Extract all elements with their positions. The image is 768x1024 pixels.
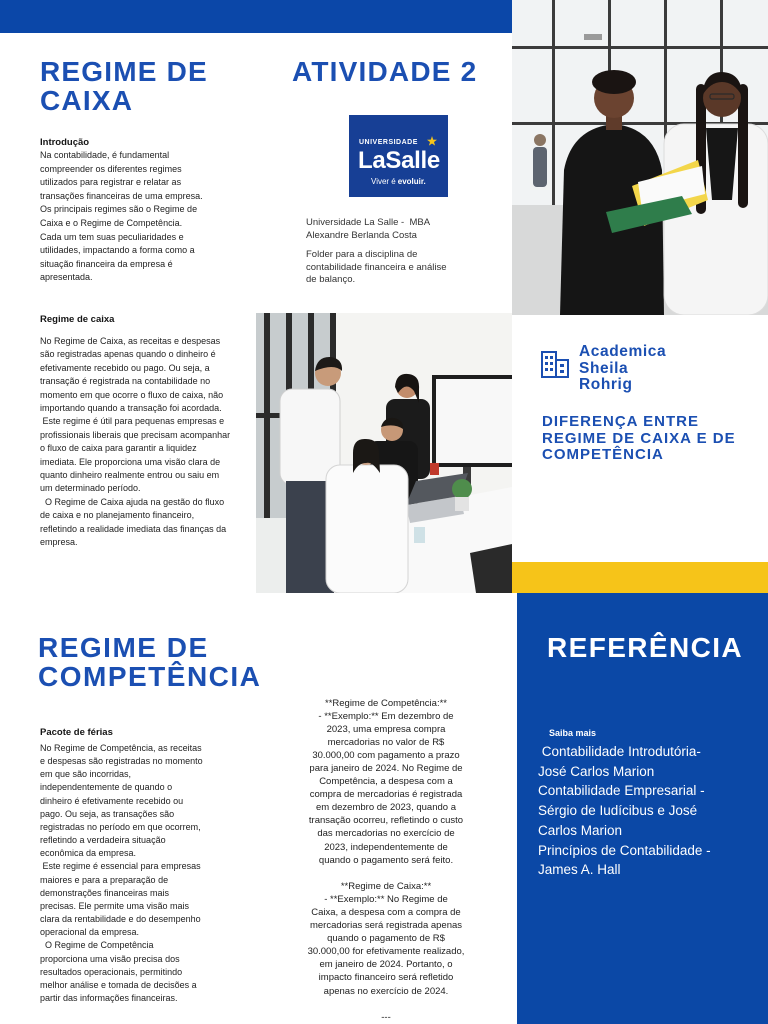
star-icon <box>427 136 437 146</box>
example-line: Competência, a despesa com a <box>319 776 453 788</box>
hair <box>592 70 636 94</box>
paragraph-line: o fluxo de caixa para garantir a liquidez <box>40 443 197 454</box>
paragraph-line: Este regime é essencial para empresas <box>40 861 201 872</box>
paragraph-line: maiores e para a preparação de <box>40 874 169 885</box>
caixa-title <box>40 57 208 115</box>
paragraph-line: utilidades, impactando a forma como a <box>40 245 195 256</box>
reference-line: Princípios de Contabilidade - <box>538 842 711 858</box>
paragraph-line: refletindo a verdadeira situação <box>40 835 166 846</box>
reference-list <box>538 742 711 880</box>
paragraph-line: um determinado período. <box>40 483 141 494</box>
example-line: mercadorias no valor de R$ <box>327 736 445 748</box>
paragraph-line: e despesas são registradas no momento <box>40 756 203 767</box>
example-line: quando o pagamento de R$ <box>327 933 445 945</box>
paragraph-line: partir das informações financeiras. <box>40 992 178 1003</box>
example-line: **Regime de Caixa:** <box>340 880 432 892</box>
paragraph-line: operacional da empresa. <box>40 927 140 938</box>
logo-tagline <box>371 177 426 187</box>
folder-description <box>306 249 447 287</box>
example-line: em dezembro de 2023, quando a <box>316 802 456 814</box>
paragraph-line: transação é registrada na contabilidade no <box>40 376 211 387</box>
paragraph-line: O Regime de Competência <box>40 940 154 951</box>
paragraph-line: refletindo a realidade imediata das finanças da <box>40 523 227 534</box>
brochure-subtitle <box>542 414 736 464</box>
example-line: apenas no exercício de 2024. <box>323 985 449 997</box>
activity-title: ATIVIDADE 2 <box>292 56 478 87</box>
glass-cup <box>414 527 425 543</box>
example-line: **Regime de Competência:** <box>325 697 447 709</box>
example-line: impacto financeiro será refletido <box>318 972 454 984</box>
reference-line: Sérgio de Iudícibus e José <box>538 803 698 819</box>
paragraph-line: transações financeiras de uma empresa. <box>40 190 203 201</box>
academy-name-line: Rohrig <box>579 376 633 393</box>
description-line: de balanço. <box>306 274 356 286</box>
building-icon <box>541 348 569 378</box>
paragraph-line: Caixa e o Regime de Competência. <box>40 217 183 228</box>
paragraph-line: melhor análise e tomada de decisões a <box>40 979 197 990</box>
example-line: 30.000,00 for efetivamente realizado, <box>307 946 465 958</box>
logo-tagline-bold: evoluir. <box>397 177 426 186</box>
saiba-mais-label: Saiba mais <box>549 727 597 738</box>
lasalle-logo <box>349 115 448 197</box>
paragraph-line: No Regime de Caixa, as receitas e despesas <box>40 336 221 346</box>
separator-text: --- <box>381 1011 391 1023</box>
example-caixa <box>286 880 486 998</box>
paragraph-line: profissionais liberais que precisam acompanhar <box>40 429 231 440</box>
window-frame <box>552 0 555 205</box>
paragraph-line: apresentada. <box>40 272 93 283</box>
paragraph-line: efetivamente recebido ou pago. Ou seja, a <box>40 362 210 373</box>
business-women-photo <box>512 0 768 315</box>
reference-line: Contabilidade Empresarial - <box>538 783 705 799</box>
paragraph-line: clara da rentabilidade e do desempenho <box>40 914 201 925</box>
example-line: quando o pagamento será feito. <box>318 854 454 866</box>
example-line: - **Exemplo:** Em dezembro de <box>318 710 454 722</box>
paragraph-line: No Regime de Competência, as receitas <box>40 743 202 753</box>
head <box>534 134 546 146</box>
example-competencia <box>286 697 486 867</box>
reference-line: Contabilidade Introdutória- <box>538 744 701 759</box>
academy-name-line: Academica <box>579 343 667 360</box>
logo-wordmark: LaSalle <box>358 147 440 174</box>
paragraph-line: O Regime de Caixa ajuda na gestão do fluxo <box>40 496 225 507</box>
paragraph-line: Cada um tem suas peculiaridades e <box>40 231 184 242</box>
paragraph-line: momento em que ocorre o fluxo de caixa, não <box>40 389 224 400</box>
paragraph-line: são registradas apenas quando o dinheiro é <box>40 349 216 360</box>
paragraph-line: em que são incorridas, <box>40 769 132 780</box>
competencia-title <box>38 633 261 691</box>
example-line: 2023, uma empresa compra <box>326 723 446 735</box>
logo-university-label: UNIVERSIDADE <box>359 139 418 146</box>
paragraph-line: Este regime é útil para pequenas empresas e <box>40 416 225 427</box>
paragraph-line: imediata. Ele proporciona uma visão clara de <box>40 456 221 467</box>
plant-pot <box>455 497 469 511</box>
title-line: REGIME DE <box>40 56 208 87</box>
example-line: mercadorias será registrada apenas <box>309 920 463 932</box>
reference-line: José Carlos Marion <box>538 763 655 779</box>
paragraph-line: resultados operacionais, permitindo <box>40 966 183 977</box>
window-frame <box>512 46 768 49</box>
academy-name <box>579 344 666 394</box>
example-line: transação ocorreu, refletindo o custo <box>308 815 464 827</box>
section-heading-regime-caixa: Regime de caixa <box>40 313 115 325</box>
torso <box>326 465 408 593</box>
paragraph-line: situação financeira da empresa é <box>40 258 173 269</box>
yellow-accent-bar <box>512 562 768 593</box>
intro-paragraph <box>40 149 203 285</box>
title-line: CAIXA <box>40 85 134 116</box>
example-line: Caixa, a despesa com a compra de <box>311 907 461 918</box>
author-info <box>306 216 430 242</box>
paragraph-line: empresa. <box>40 537 78 548</box>
reference-line: James A. Hall <box>538 862 621 878</box>
pacote-ferias-heading: Pacote de férias <box>40 727 113 738</box>
paragraph-line: econômica da empresa. <box>40 848 137 859</box>
regime-caixa-paragraph <box>40 335 230 550</box>
reference-line: Carlos Marion <box>538 822 623 838</box>
paragraph-line: pago. Ou seja, as transações são <box>40 808 175 819</box>
paragraph-line: utilizados para registrar e relatar as <box>40 177 182 188</box>
paragraph-line: demonstrações financeiras mais <box>40 887 170 898</box>
academy-name-line: Sheila <box>579 359 629 377</box>
plant <box>452 479 472 511</box>
example-line: - **Exemplo:** No Regime de <box>324 893 448 905</box>
paragraph-line: precisas. Ele permite uma visão mais <box>40 900 190 911</box>
paragraph-line: quanto dinheiro realmente entrou ou saiu em <box>40 470 220 481</box>
title-line: REGIME DE <box>38 632 209 663</box>
paragraph-line: dinheiro é efetivamente recebido ou <box>40 795 184 806</box>
title-line: COMPETÊNCIA <box>38 661 262 692</box>
red-mug <box>430 463 439 475</box>
author-line: Universidade La Salle - MBA <box>306 216 431 228</box>
logo-tagline-regular: Viver é <box>371 177 396 186</box>
top-blue-bar <box>0 0 512 33</box>
paragraph-line: de caixa e no planejamento financeiro, <box>40 510 195 521</box>
subtitle-line: COMPETÊNCIA <box>542 446 664 463</box>
subtitle-line: REGIME DE CAIXA E DE <box>542 429 736 447</box>
separator-line <box>286 1011 486 1024</box>
paragraph-line: compreender os diferentes regimes <box>40 163 182 174</box>
background-person <box>533 134 547 187</box>
description-line: contabilidade financeira e análise <box>306 261 447 273</box>
author-line: Alexandre Berlanda Costa <box>306 229 417 241</box>
example-line: 2023, independentemente de <box>324 841 448 853</box>
competencia-paragraph <box>40 742 203 1005</box>
paragraph-line: independentemente de quando o <box>40 782 173 793</box>
example-line: em janeiro de 2024. Portanto, o <box>319 959 453 971</box>
paragraph-line: proporciona uma visão precisa dos <box>40 953 180 964</box>
reference-title: REFERÊNCIA <box>547 632 744 663</box>
paragraph-line: Na contabilidade, é fundamental <box>40 150 170 160</box>
plant-leaves <box>452 479 472 499</box>
monitor-screen <box>436 379 512 463</box>
examples-column <box>286 697 486 1024</box>
paragraph-line: Os principais regimes são o Regime de <box>40 204 198 215</box>
subtitle-line: DIFERENÇA ENTRE <box>542 413 699 430</box>
intro-heading: Introdução <box>40 137 90 148</box>
example-line: 30.000,00 com pagamento a prazo <box>312 749 460 761</box>
paragraph-line: importando quando a transação foi acordada. <box>40 403 222 414</box>
example-line: para janeiro de 2024. No Regime de <box>309 762 463 774</box>
office-meeting-photo <box>256 313 512 593</box>
example-line: compra de mercadorias é registrada <box>309 789 463 801</box>
torso <box>533 147 547 187</box>
paragraph-line: registradas no período em que ocorrem, <box>40 821 201 832</box>
ceiling-lamp <box>584 34 602 40</box>
description-line: Folder para a disciplina de <box>306 249 418 260</box>
example-line: das mercadorias no exercício de <box>317 828 455 840</box>
